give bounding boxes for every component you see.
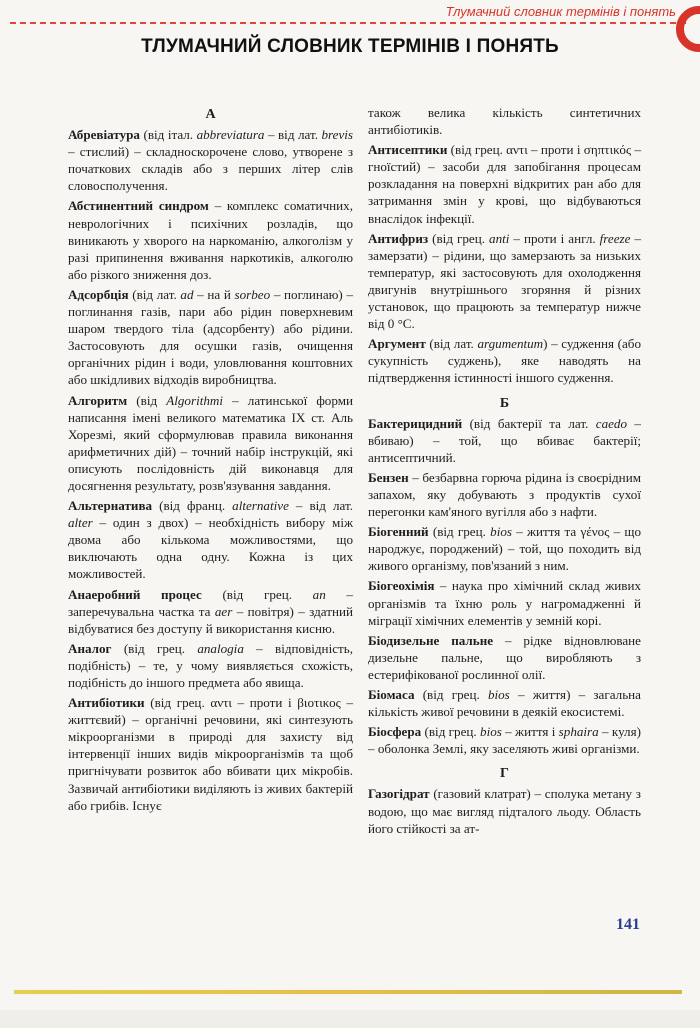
entry-etymology: ad bbox=[180, 286, 194, 302]
entry-text: (від грец. αντι – проти і σηπτικός – гноїстий) – засоби для запобігання процесам розкладання на поверхні відкритих ран або для затримання змін у крові, що відбуваються внаслідок інфекції. bbox=[368, 142, 641, 226]
dictionary-entry bbox=[68, 197, 353, 282]
entry-text: (від грец. bbox=[428, 524, 491, 540]
entry-text: – від лат. bbox=[264, 127, 322, 143]
entry-etymology: brevis bbox=[321, 127, 354, 143]
section-letter-g: Г bbox=[500, 766, 509, 782]
page-edge bbox=[0, 1010, 700, 1028]
header-divider bbox=[10, 22, 686, 24]
running-header: Тлумачний словник термінів і понять bbox=[445, 4, 676, 19]
right-entries-b bbox=[368, 415, 641, 758]
entry-etymology: sorbeo bbox=[234, 286, 271, 302]
entry-etymology: Algorithmi bbox=[166, 392, 223, 408]
entry-term: Біомаса bbox=[368, 687, 415, 702]
entry-text: – на й bbox=[193, 286, 235, 302]
entry-term: Біодизельне пальне bbox=[368, 632, 494, 648]
dictionary-entry bbox=[68, 126, 353, 194]
section-letter-b: Б bbox=[499, 395, 510, 411]
entry-etymology: an bbox=[312, 586, 326, 602]
entry-etymology: alter bbox=[68, 515, 93, 531]
entry-text: ) – судження (або сукупність суджень), яке наводять на підтвердження істинності іншого судження. bbox=[368, 336, 641, 386]
entry-term: Біосфера bbox=[368, 724, 422, 740]
dictionary-entry bbox=[68, 586, 353, 637]
entry-text: – замерзати) – рідини, що замерзають за низьких температур, які застосовують для охолодження двигунів внутрішнього згоряння й різних установок, що працюють за температур нижче від 0 °С. bbox=[368, 230, 641, 332]
entry-text: – життя і bbox=[501, 724, 559, 740]
entry-term: Біогеохімія bbox=[368, 578, 435, 594]
dictionary-entry bbox=[368, 785, 641, 836]
entry-text: – комплекс соматичних, неврологічних і психічних розладів, що виникають у хворого на наркоманію, алкоголізм у разі припинення вживання наркотиків, алкоголю або різкого зниження доз. bbox=[68, 198, 353, 282]
entry-etymology: argumentum bbox=[477, 336, 544, 352]
entry-text: (від бактерії та лат. bbox=[462, 415, 596, 431]
entry-text: (від грец. bbox=[421, 724, 481, 740]
entry-etymology: bios bbox=[490, 524, 512, 540]
entry-text: – проти і англ. bbox=[509, 230, 600, 246]
entry-term: Бактерицидний bbox=[368, 415, 463, 431]
entry-text: (від італ. bbox=[139, 127, 197, 143]
entry-text: (від bbox=[127, 392, 167, 408]
section-letter-a: А bbox=[205, 107, 216, 122]
entry-text: – рідке відновлюване дизельне пальне, що виробляють з естерифікованої рослинної олії. bbox=[368, 632, 641, 682]
entry-text: – заперечувальна частка та bbox=[68, 586, 353, 619]
entry-text: – наука про хімічний склад живих організмів та їхню роль у нагромадженні й міграції хімічних елементів у земній корі. bbox=[368, 578, 641, 628]
bottom-decoration bbox=[14, 990, 682, 994]
entry-etymology: alternative bbox=[232, 498, 289, 514]
entry-text: – куля) – оболонка Землі, яку заселяють живі організми. bbox=[368, 724, 641, 757]
entry-text: (від грец. αντι – проти і βιοτικος – життєвий) – органічні речовини, які синтезують мікроорганізми в природі для захисту від інтервенції інших видів мікроорганізмів та щоб пригнічувати розвиток або вбивати цих мікробів. Зазвичай антибіотики виділяють із живих бактерій або грибів. Існує bbox=[68, 695, 353, 813]
entry-text: (від грец. bbox=[428, 230, 490, 246]
entry-term: Антибіотики bbox=[68, 695, 145, 711]
dictionary-entry bbox=[368, 141, 641, 226]
entry-text: (від грец. bbox=[414, 687, 488, 702]
dictionary-entry bbox=[68, 640, 353, 691]
entry-text: – життя та γένος – що народжує, породжений) – той, що походить від живого організму, пов'язаний з ним. bbox=[368, 524, 641, 574]
entry-term: Абревіатура bbox=[68, 127, 140, 143]
entry-text: – один з двох) – необхідність вибору між двома або кількома можливостями, що виключають одна одну. Кожна із цих можливостей. bbox=[68, 515, 353, 582]
entry-text: (від лат. bbox=[425, 336, 478, 352]
entry-text: (від лат. bbox=[128, 286, 181, 302]
entry-text: – поглинаю) – поглинання газів, пари або рідин поверхневим шаром твердого тіла (адсорбенту) або рідини. Застосовують для осушки газів, очищення органічних рідин і води, уловлювання коштовних або шкідливих відходів виробництва. bbox=[68, 286, 353, 388]
entry-term: Анаеробний процес bbox=[68, 586, 202, 602]
entry-etymology: caedo bbox=[595, 415, 628, 431]
entry-text: – безбарвна горюча рідина із своєрідним запахом, яку добувають з продуктів сухої перегонки кам'яного вугілля або з нафти. bbox=[368, 469, 641, 520]
entry-term: Адсорбція bbox=[68, 286, 129, 302]
entry-etymology: anti bbox=[489, 230, 510, 246]
entry-etymology: bios bbox=[480, 724, 502, 740]
dictionary-entry bbox=[368, 723, 641, 757]
entry-term: Абстинентний синдром bbox=[68, 198, 209, 214]
entry-term: Алгоритм bbox=[68, 392, 128, 408]
dictionary-entry bbox=[368, 230, 641, 333]
entry-etymology: sphaira bbox=[558, 724, 599, 740]
left-entries bbox=[68, 126, 353, 814]
entry-term: Газогідрат bbox=[368, 786, 430, 802]
entry-term: Антисептики bbox=[368, 142, 448, 158]
dictionary-entry bbox=[368, 415, 641, 466]
entry-term: Аргумент bbox=[368, 336, 426, 352]
entry-text: – життя) – загальна кількість живої речовини в деякій екосистемі. bbox=[368, 687, 641, 720]
dictionary-entry bbox=[368, 335, 641, 386]
entry-text: – вбиваю) – той, що вбиває бактерії; антисептичний. bbox=[368, 415, 641, 465]
left-column bbox=[68, 106, 353, 817]
entry-etymology: freeze bbox=[599, 230, 631, 246]
entry-term: Бензен bbox=[368, 469, 409, 485]
entry-text: – від лат. bbox=[288, 498, 353, 514]
entry-text: (від грец. bbox=[111, 640, 198, 656]
page-number: 141 bbox=[616, 916, 640, 933]
page-title: ТЛУМАЧНИЙ СЛОВНИК ТЕРМІНІВ І ПОНЯТЬ bbox=[141, 36, 559, 57]
entry-text: (від грец. bbox=[201, 586, 313, 602]
entry-etymology: bios bbox=[487, 687, 510, 702]
dictionary-entry bbox=[68, 497, 353, 582]
dictionary-entry bbox=[68, 694, 353, 814]
right-entries-a bbox=[368, 141, 641, 386]
dictionary-entry bbox=[68, 286, 353, 389]
right-entries-g bbox=[368, 785, 641, 836]
entry-term: Альтернатива bbox=[68, 498, 153, 514]
entry-etymology: analogia bbox=[197, 640, 244, 656]
dictionary-entry bbox=[368, 632, 641, 683]
entry-text: – відповідність, подібність) – те, у чому виявляється схожість, подібність до іншого предмета або явища. bbox=[68, 640, 353, 690]
dictionary-entry bbox=[68, 392, 353, 495]
dictionary-entry bbox=[368, 686, 641, 720]
entry-text: – повітря) – здатний відбуватися без доступу й використання кисню. bbox=[68, 603, 353, 636]
entry-text: (газовий клатрат) – сполука метану з водою, що має вигляд підталого льоду. Область його стійкості за ат- bbox=[368, 786, 641, 836]
dictionary-entry bbox=[368, 469, 641, 520]
continuation-text: також велика кількість синтетичних антибіотиків. bbox=[368, 105, 641, 138]
entry-etymology: abbreviatura bbox=[196, 127, 265, 143]
right-column bbox=[368, 104, 641, 840]
entry-term: Біогенний bbox=[368, 524, 429, 540]
entry-text: – латинської форми написання імені великого математика IX ст. Аль Хорезмі, який сформулював правила виконання арифметичних дій) – точний набір інструкцій, які описують послідовність дій виконавця для досягнення результату, розв'язування завдання. bbox=[68, 392, 353, 493]
dictionary-entry bbox=[368, 577, 641, 628]
entry-text: – стислий) – складноскорочене слово, утворене з початкових складів або з перших літер слів словосполучення. bbox=[68, 144, 353, 194]
entry-text: (від франц. bbox=[152, 498, 233, 514]
entry-term: Антифриз bbox=[368, 230, 429, 246]
entry-term: Аналог bbox=[68, 640, 112, 656]
entry-etymology: aer bbox=[214, 603, 233, 619]
dictionary-entry bbox=[368, 523, 641, 574]
